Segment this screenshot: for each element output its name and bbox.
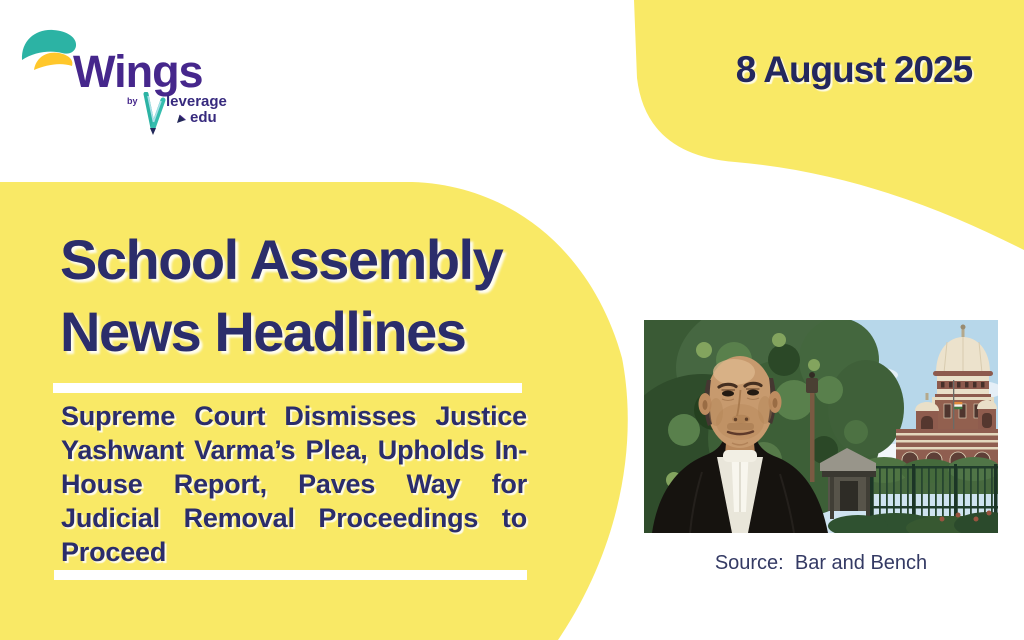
- partner-name-line2: edu: [190, 109, 217, 126]
- yellow-blob-top-right: [634, 0, 1024, 250]
- pencil-icon: [176, 112, 188, 124]
- leverage-edu-wordmark: [166, 94, 227, 126]
- wings-byline: by: [127, 96, 138, 106]
- wings-wordmark: Wings: [73, 46, 203, 97]
- wings-logo: [0, 0, 300, 160]
- leverage-edu-icon: [142, 92, 166, 136]
- partner-name-line1: leverage: [166, 93, 227, 110]
- photo-source: Source: Bar and Bench: [714, 552, 928, 574]
- headline-text: Supreme Court Dismisses Justice Yashwant Varma’s Plea, Upholds In-House Report, Paves Way for Judicial Removal Proceedings to Proceed: [61, 401, 527, 567]
- news-photo: [644, 320, 998, 533]
- divider-bar-top: [53, 383, 522, 393]
- news-photo-illustration: [644, 320, 998, 533]
- page-title: School Assembly News Headlines: [60, 228, 503, 363]
- date-badge: 8 August 2025: [735, 49, 973, 90]
- divider-bar-bottom: [54, 570, 527, 580]
